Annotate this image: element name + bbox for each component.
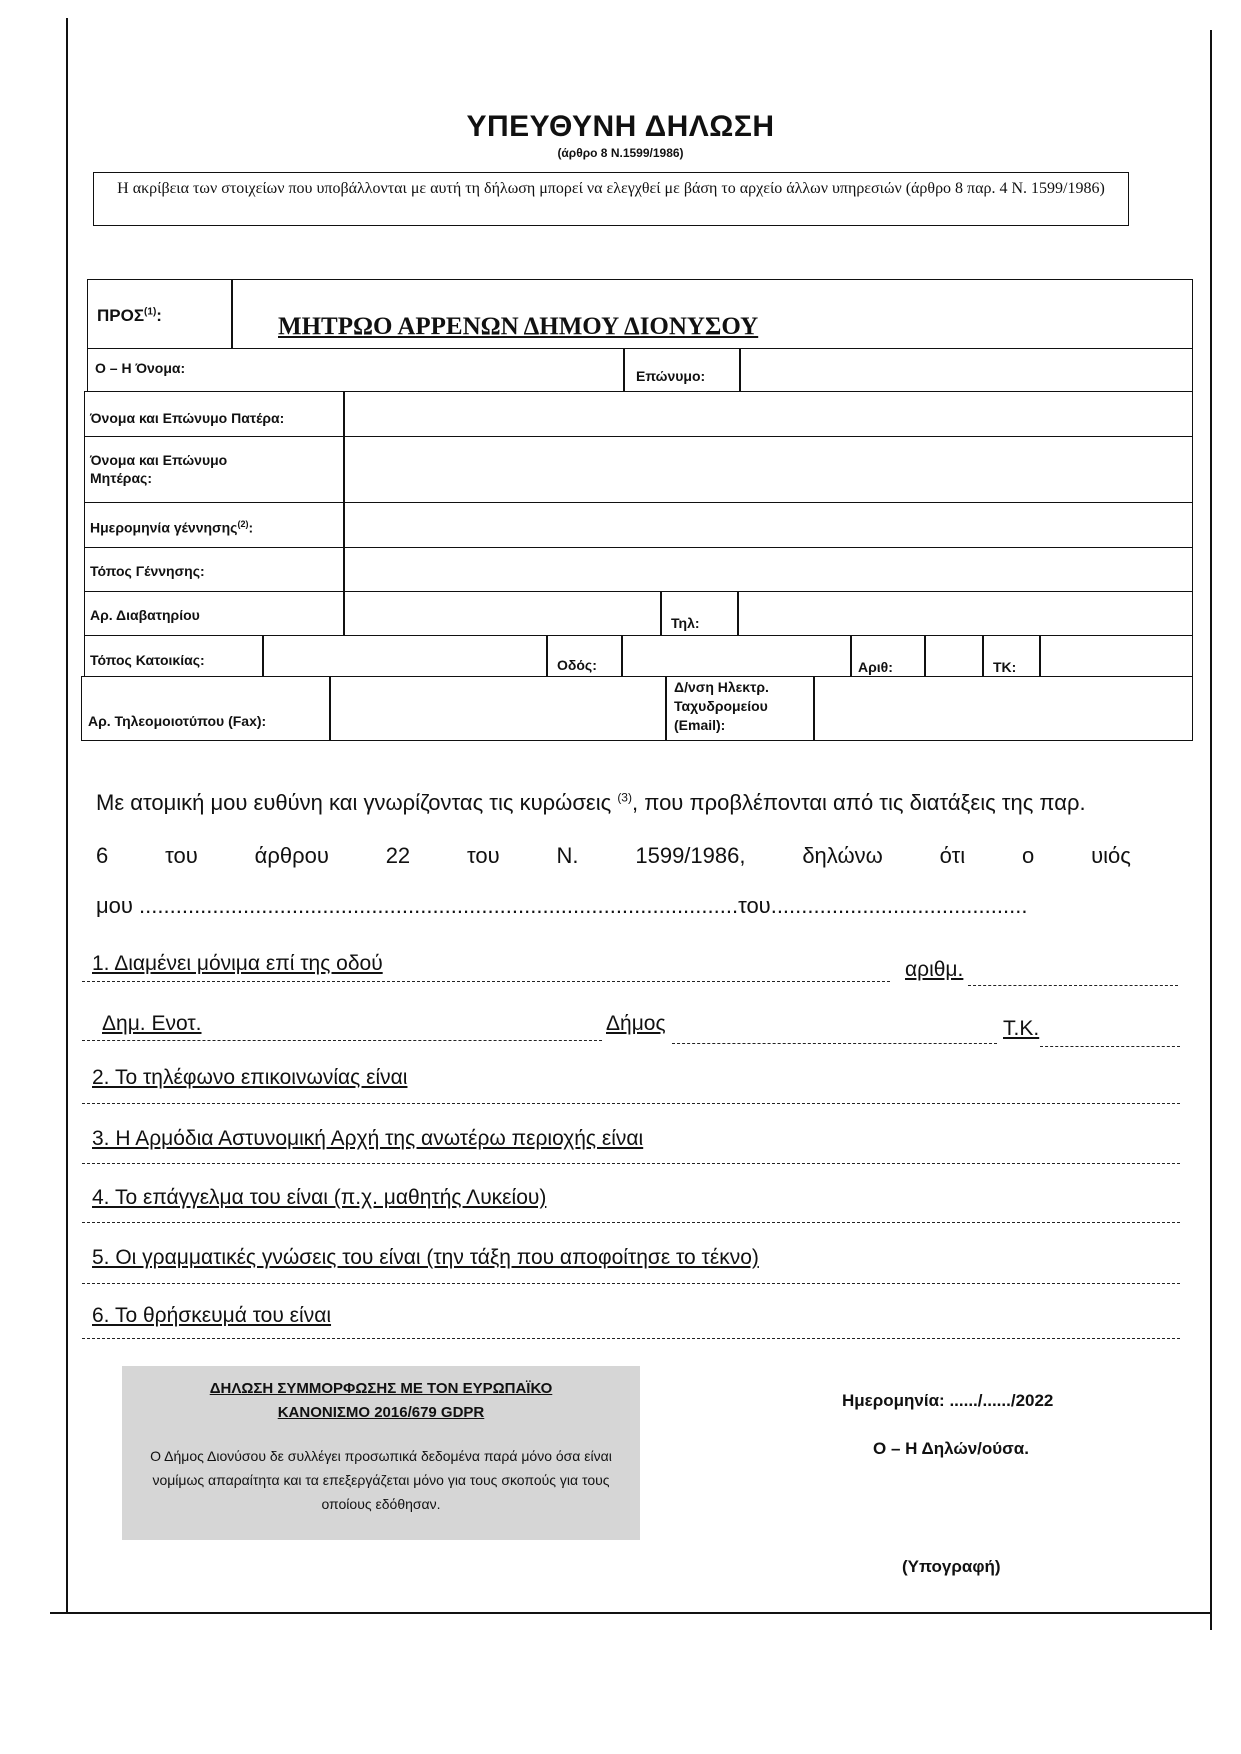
declaration-word: υιός [1091, 843, 1131, 868]
father-name-label: Όνομα και Επώνυμο Πατέρα: [90, 410, 285, 426]
declaration-date[interactable]: Ημερομηνία: ....../....../2022 [842, 1391, 1054, 1410]
email-label-1: Δ/νση Ηλεκτρ. [674, 679, 769, 695]
divider [231, 279, 233, 349]
declarant-label: Ο – Η Δηλών/ούσα. [873, 1439, 1029, 1458]
recipient-name: ΜΗΤΡΩΟ ΑΡΡΕΝΩΝ ΔΗΜΟΥ ΔΙΟΝΥΣΟΥ [278, 313, 759, 340]
gdpr-heading-1: ΔΗΛΩΣΗ ΣΥΜΜΟΡΦΩΣΗΣ ΜΕ ΤΟΝ ΕΥΡΩΠΑΪΚΟ [209, 1380, 553, 1397]
divider [546, 635, 548, 677]
page-border-left [66, 18, 68, 1614]
item-4-occupation: 4. Το επάγγελμα του είναι (π.χ. μαθητής Λυκείου) [92, 1186, 547, 1209]
item-2-fill-line[interactable] [82, 1103, 1180, 1104]
to-label: ΠΡΟΣ$^{(1)}$: [97, 306, 162, 325]
declaration-word: του [165, 843, 198, 868]
item-1-postcode: Τ.Κ. [1003, 1017, 1040, 1040]
item-3-police-authority: 3. Η Αρμόδια Αστυνομική Αρχή της ανωτέρω περιοχής είναι [92, 1127, 644, 1150]
father-name-field[interactable] [345, 392, 1191, 436]
surname-label: Επώνυμο: [636, 368, 706, 384]
declaration-word: 1599/1986, [635, 843, 746, 868]
divider [665, 676, 667, 741]
declaration-line-3 [96, 893, 1027, 919]
declaration-word: 22 [385, 843, 411, 868]
declaration-word: 6 [96, 843, 109, 868]
number-label: Αριθ: [858, 659, 893, 675]
mother-name-label-2: Μητέρας: [90, 470, 152, 486]
father-of-blank[interactable]: του.......................................... [738, 893, 1028, 918]
email-label-2: Ταχυδρομείου [674, 698, 768, 714]
street-field[interactable] [623, 636, 849, 676]
surname-field[interactable] [741, 349, 1191, 391]
passport-label: Αρ. Διαβατηρίου [90, 607, 200, 623]
gdpr-text: Ο Δήμος Διονύσου δε συλλέγει προσωπικά δεδομένα παρά μόνο όσα είναι νομίμως απαραίτητα και τα επεξεργάζεται μόνο για τους σκοπούς για τους οποίους εδόθησαν. [150, 1448, 612, 1512]
postcode-label: ΤΚ: [993, 659, 1017, 675]
son-name-blank[interactable]: μου .................................................................................................. [96, 893, 739, 918]
item-1-municipal-unit: Δημ. Ενοτ. [102, 1012, 202, 1035]
declaration-line-1: Με ατομική μου ευθύνη και γνωρίζοντας τις κυρώσεις $^{(3)}$, που προβλέπονται από τις διατάξεις της παρ. [96, 790, 1086, 815]
residence-field[interactable] [264, 636, 545, 676]
municipal-unit-fill-line[interactable] [82, 1040, 602, 1041]
postcode-field[interactable] [1041, 636, 1191, 676]
birthdate-field[interactable] [345, 503, 1191, 547]
municipality-fill-line[interactable] [672, 1043, 997, 1044]
birthplace-field[interactable] [345, 548, 1191, 591]
divider [850, 635, 852, 677]
item-2-phone: 2. Το τηλέφωνο επικοινωνίας είναι [92, 1066, 408, 1089]
item-1-fill-line[interactable] [82, 981, 890, 982]
gdpr-heading-2: ΚΑΝΟΝΙΣΜΟ 2016/679 GDPR [277, 1404, 485, 1421]
postcode-fill-line[interactable] [1040, 1046, 1180, 1047]
declaration-line-2 [96, 843, 1131, 869]
item-5-fill-line[interactable] [82, 1283, 1180, 1284]
email-field[interactable] [815, 677, 1191, 740]
mother-name-field[interactable] [345, 437, 1191, 502]
birthplace-label: Τόπος Γέννησης: [90, 563, 205, 579]
street-label: Οδός: [557, 657, 597, 673]
page-border-right [1210, 30, 1212, 1630]
name-label: Ο – Η Όνομα: [95, 360, 186, 376]
declaration-word: Ν. [556, 843, 579, 868]
document-subtitle: (άρθρο 8 Ν.1599/1986) [557, 146, 684, 160]
document-title: ΥΠΕΥΘΥΝΗ ΔΗΛΩΣΗ [466, 110, 775, 143]
item-6-fill-line[interactable] [82, 1338, 1180, 1339]
mother-name-label-1: Όνομα και Επώνυμο [90, 452, 228, 468]
phone-field[interactable] [739, 592, 1191, 635]
number-field[interactable] [926, 636, 981, 676]
declaration-word: ο [1022, 843, 1035, 868]
phone-label: Τηλ: [671, 615, 700, 631]
residence-label: Τόπος Κατοικίας: [90, 652, 205, 668]
page-border-bottom [50, 1612, 1212, 1614]
item-3-fill-line[interactable] [82, 1163, 1180, 1164]
item-1-number-fill-line[interactable] [968, 985, 1178, 986]
divider [623, 348, 625, 392]
declaration-word: άρθρου [254, 843, 329, 868]
declaration-word: ότι [939, 843, 966, 868]
item-1-number-label: αριθμ. [905, 958, 964, 981]
item-1-municipality: Δήμος [606, 1012, 666, 1035]
gdpr-notice-box [122, 1366, 640, 1540]
declaration-word: του [467, 843, 500, 868]
birthdate-label: Ημερομηνία γέννησης$^{(2)}$: [90, 519, 254, 536]
divider [660, 591, 662, 636]
name-field[interactable] [232, 349, 622, 391]
item-4-fill-line[interactable] [82, 1222, 1180, 1223]
declaration-word: δηλώνω [802, 843, 883, 868]
item-6-religion: 6. Το θρήσκευμά του είναι [92, 1304, 332, 1327]
signature-label: (Υπογραφή) [902, 1557, 1001, 1576]
email-label-3: (Email): [674, 717, 726, 733]
item-5-education: 5. Οι γραμματικές γνώσεις του είναι (την τάξη που αποφοίτησε το τέκνο) [92, 1246, 759, 1269]
accuracy-note: Η ακρίβεια των στοιχείων που υποβάλλονται με αυτή τη δήλωση μπορεί να ελεγχθεί με βάση το αρχείο άλλων υπηρεσιών (άρθρο 8 παρ. 4 Ν. 1599/1986) [93, 172, 1129, 226]
fax-label: Αρ. Τηλεομοιοτύπου (Fax): [88, 713, 267, 729]
passport-field[interactable] [345, 592, 659, 635]
item-1-residence: 1. Διαμένει μόνιμα επί της οδού [92, 952, 383, 975]
divider [982, 635, 984, 677]
fax-field[interactable] [331, 677, 664, 740]
